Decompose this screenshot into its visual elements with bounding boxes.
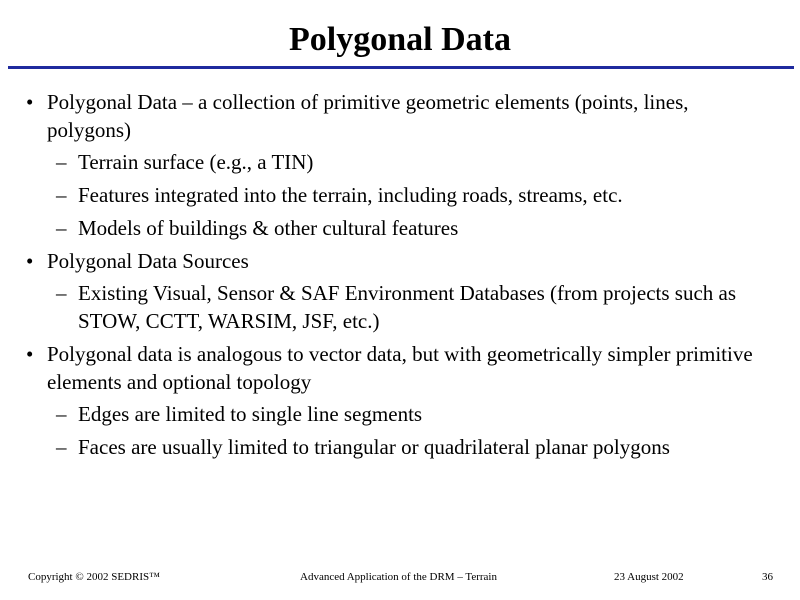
title-divider (8, 66, 794, 69)
slide-body (0, 88, 800, 466)
sub-bullet-text: Existing Visual, Sensor & SAF Environment Databases (from projects such as STOW, CCTT, WARSIM, JSF, etc.) (78, 281, 737, 333)
bullet-icon: • (26, 249, 34, 273)
bullet-text: Polygonal Data Sources (47, 249, 249, 273)
bullet-icon: • (26, 342, 34, 366)
slide-title: Polygonal Data (289, 21, 511, 58)
dash-icon: – (56, 150, 67, 174)
sub-bullet-text: Models of buildings & other cultural features (78, 216, 459, 240)
sub-bullet-item (0, 400, 800, 428)
sub-bullet-item (0, 148, 800, 176)
dash-icon: – (56, 183, 67, 207)
bullet-item (0, 247, 800, 275)
sub-bullet-text: Faces are usually limited to triangular or quadrilateral planar polygons (78, 435, 670, 459)
sub-bullet-text: Edges are limited to single line segments (78, 402, 423, 426)
footer-subject: Advanced Application of the DRM – Terrain (300, 571, 497, 583)
sub-bullet-item (0, 181, 800, 209)
bullet-item (0, 340, 800, 396)
sub-bullet-item (0, 433, 800, 461)
bullet-icon: • (26, 90, 34, 114)
dash-icon: – (56, 281, 67, 305)
footer-copyright: Copyright © 2002 SEDRIS™ (28, 571, 160, 583)
sub-bullet-item (0, 214, 800, 242)
footer-page-number: 36 (762, 571, 773, 583)
sub-bullet-text: Terrain surface (e.g., a TIN) (78, 150, 314, 174)
dash-icon: – (56, 402, 67, 426)
bullet-text: Polygonal data is analogous to vector data, but with geometrically simpler primitive elements and optional topology (47, 342, 753, 394)
bullet-item (0, 88, 800, 144)
dash-icon: – (56, 435, 67, 459)
sub-bullet-item (0, 279, 800, 335)
footer-date: 23 August 2002 (614, 571, 684, 583)
sub-bullet-text: Features integrated into the terrain, including roads, streams, etc. (78, 183, 623, 207)
bullet-text: Polygonal Data – a collection of primitive geometric elements (points, lines, polygons) (47, 90, 689, 142)
dash-icon: – (56, 216, 67, 240)
